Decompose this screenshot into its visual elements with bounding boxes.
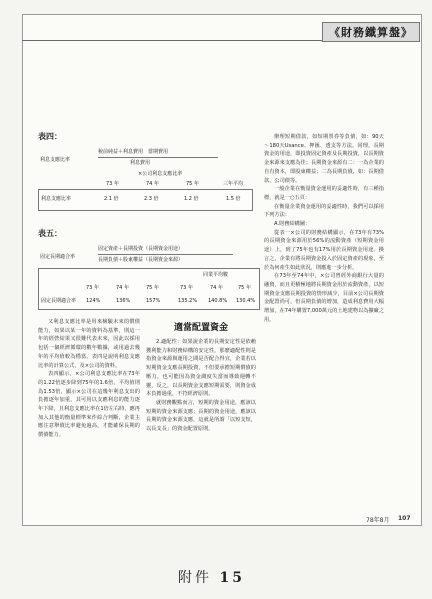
table4-formula-denominator: 利息費用 <box>130 160 151 166</box>
table5-year-0: 73 年 <box>86 285 99 291</box>
table4-subheader: ×公司利息支應比率 <box>138 171 183 177</box>
table5-formula-line <box>98 254 233 255</box>
table5-group-header: 同業平均數 <box>203 272 229 278</box>
table5-title: 表五： <box>38 229 62 238</box>
table4-formula-numerator: 稅前純益＋利息費用 當期費用 <box>98 149 169 155</box>
table4-formula-line <box>98 157 218 158</box>
left-paragraph-2: 表四顯示，×公司利息支應比率在73年的1.22倍逐步降到75年的1.6倍，平均值則為1.53倍，顯示×公司在這幾年利息支出的負擔逐年加重，其可用以支應利息的能力逐年下降，且利息支應比率在1倍左右時，應再加入其他的衡量標準來作綜合判斷，企業主應注意舉債比率避免過高，才能確保長期的償債能力。 <box>38 371 140 439</box>
middle-paragraph-1: 2.適配性：如果說企業的長期安定性是依賴獲利能力和財務結構的安定性，那麼適配性則是指資金來源與運用之間是否配合得宜，企業若以短期資金支應長期投資，不但要承擔短期償債的壓力，也可能因為資金調度失當而導致週轉不靈，反之，以長期資金支應短期需要，則資金成本負擔過重，不符經濟原則。 <box>146 339 256 398</box>
table5-formula-label: 固定長期適合率 <box>40 254 76 260</box>
table4-title: 表四： <box>38 132 62 141</box>
right-paragraph-5: 從表一×公司的財務結構顯示，在73年有73%的長期資金來源用於56%的流動資產（短期資金用途）上，到了75年也有17%用於長期資金用途。換言之，企業有將長期資金投入於固定資產的現象，至於為何產生如此狀況，則應進一步分析。 <box>264 229 384 271</box>
left-paragraph-1: 又利息支應比率是用來檢驗未來的償債能力，如果以某一年的資料為基準，則這一年的經營結果又很難代表未來，因此以採用包括一個經濟循環的數年數據，或用過去幾年的平均值較為穩當。表四是說明利息支應比率的計算公式，及×公司的資料。 <box>38 319 140 369</box>
table4-formula-label: 利息支應比率 <box>40 157 71 163</box>
table5-cell-0: 124% <box>86 298 101 304</box>
middle-paragraph-2: 就財務觀點而言，短期的資金用途，應該以短期的資金來源支應；長期的資金用途，應該以長期的資金來源支應，這就是所謂「以短支短，以長支長」的資金配置原則。 <box>146 399 256 433</box>
right-paragraph-3: 在衡量企業資金運用的妥適性時，我們可以採用下列方法： <box>264 203 384 219</box>
table4-trend-header: 三年平均 <box>223 181 244 187</box>
section-banner: 《財務鐵算盤》 <box>322 22 420 42</box>
table4-year-74: 74 年 <box>146 181 159 187</box>
right-paragraph-1: 辦理短期借款，如短期票券等負債，如：90天～180天Usance、押匯、透支等方法。同理，長期資金的用途，即投資固定資產及長期投資，以長期資金來源來支應為佳；長期資金來源有二：一為企業的自有資本，即股東權益；二為長期負債，如：長期借款、公司債等。 <box>264 134 384 184</box>
table5-formula-numerator: 固定資產＋長期投資（長期資金用途） <box>98 246 184 252</box>
appendix-number: 15 <box>219 570 245 586</box>
table5-row-label: 固定長期適合率 <box>41 298 77 304</box>
right-paragraph-6: 在73年至74年中，×公司曾經外商銀行大量的融資，而且更積極地將長期資金用於流動資產，以短期資金支應長期投資的情形減少，目前×公司長期資金配置尚可，但長期負債的增加，造成利息費用大幅增加，在74年購置7,000萬元的土地建物以為擴廠之用。 <box>264 273 384 323</box>
table4-year-73: 73 年 <box>106 181 119 187</box>
appendix-mark <box>178 567 245 587</box>
table5-cell-2: 157% <box>146 298 161 304</box>
left-column <box>38 318 140 506</box>
table5-formula-denominator: 長期負債＋股東權益（長期資金來源） <box>98 257 184 263</box>
page-number: 107 <box>398 515 411 522</box>
table5-year-1: 74 年 <box>116 285 129 291</box>
table5 <box>38 240 260 310</box>
table5-cell-3: 135.2% <box>178 298 198 304</box>
appendix-label: 附件 <box>178 570 212 586</box>
table5-year-3: 73 年 <box>180 285 193 291</box>
right-paragraph-4: A.財務結構圖： <box>274 221 311 228</box>
table4-cell-73: 2.1 倍 <box>104 196 119 202</box>
table5-year-5: 75 年 <box>238 285 251 291</box>
table4 <box>38 143 253 211</box>
middle-column <box>146 338 256 506</box>
right-paragraph-2: 一般企業在衡量資金運用的妥適性時，有三種指標，就是一○五頁： <box>264 186 384 201</box>
table5-year-2: 75 年 <box>146 285 159 291</box>
middle-heading: 適當配置資金 <box>173 323 228 333</box>
table4-row-label: 利息支應比率 <box>41 196 72 202</box>
table5-cell-4: 140.8% <box>208 298 228 304</box>
table4-year-75: 75 年 <box>186 181 199 187</box>
table5-year-4: 74 年 <box>210 285 223 291</box>
table5-cell-1: 136% <box>116 298 131 304</box>
table5-cell-5: 130.4% <box>236 298 256 304</box>
table4-cell-74: 2.3 倍 <box>144 196 159 202</box>
right-column <box>264 133 384 508</box>
table4-cell-avg: 1.5 倍 <box>226 196 241 202</box>
footer-date: 78年8月 <box>366 517 390 524</box>
table4-cell-75: 1.2 倍 <box>184 196 199 202</box>
